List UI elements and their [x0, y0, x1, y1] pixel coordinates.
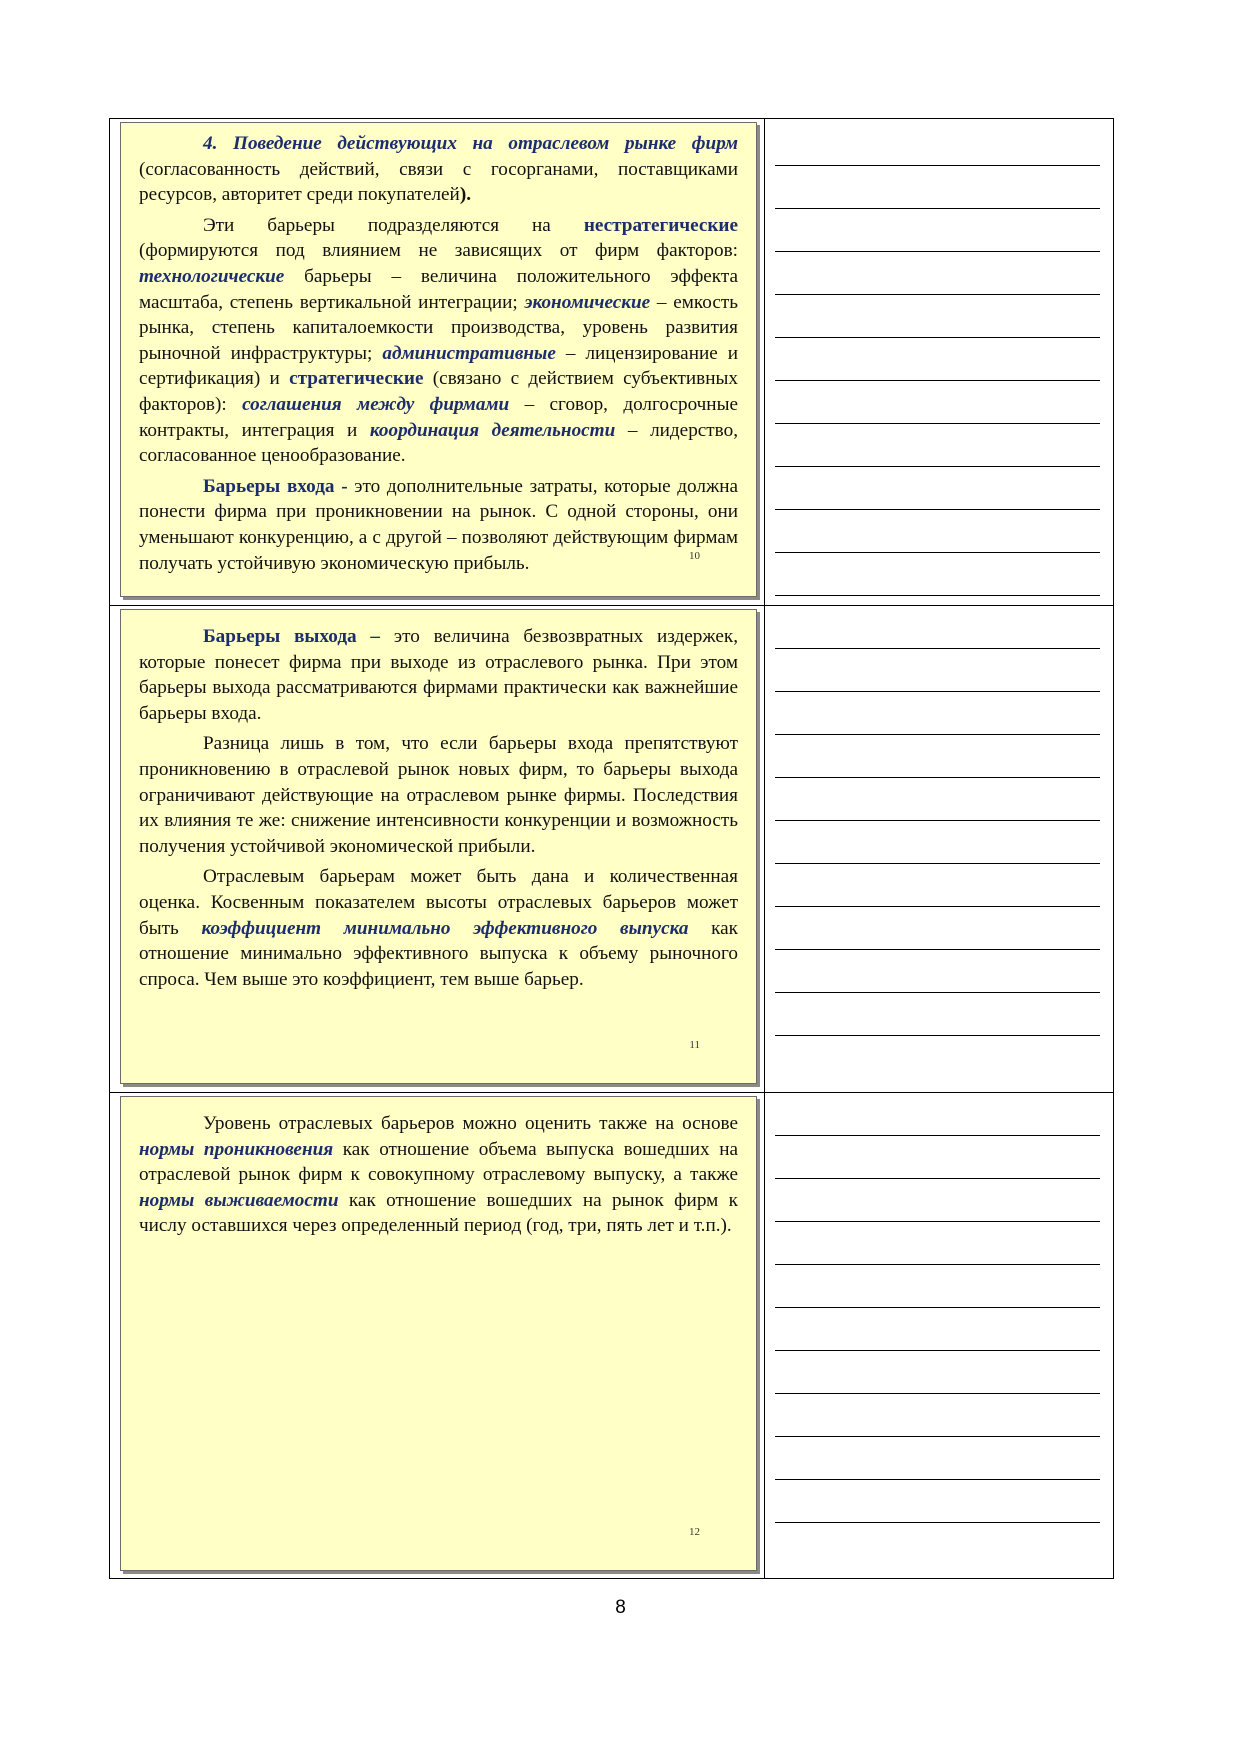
slide-heading: 4. Поведение действующих на отраслевом рынке фирм [203, 133, 738, 154]
notes-lines [775, 606, 1100, 1092]
page-number: 8 [615, 1597, 626, 1618]
slide-number: 10 [689, 550, 700, 563]
note-line [775, 595, 1100, 596]
note-line [775, 777, 1100, 778]
slide-11-paragraph-2: Разница лишь в том, что если барьеры входа препятствуют проникновению в отраслевой рынок новых фирм, то барьеры выхода ограничивают действующие на отраслевом рынке фирмы. Последствия их влияния те же: снижение интенсивности конкуренции и возможность получения устойчивой экономической прибыли. [139, 733, 738, 857]
slide-row-3 [110, 1093, 1113, 1578]
note-line [775, 1350, 1100, 1351]
notes-lines [775, 1093, 1100, 1578]
slide-12 [120, 1096, 757, 1571]
term-survival-rate: нормы выживаемости [139, 1189, 339, 1211]
note-line [775, 1264, 1100, 1265]
slide-10 [120, 122, 757, 597]
note-line [775, 820, 1100, 821]
note-line [775, 552, 1100, 553]
term-entry-barriers: Барьеры входа - [203, 475, 348, 497]
note-line [775, 337, 1100, 338]
term-technological: технологические [139, 265, 285, 287]
note-line [775, 1522, 1100, 1523]
term-exit-barriers: Барьеры выхода – [203, 626, 381, 647]
note-line [775, 1035, 1100, 1036]
slide-10-paragraph-3: Барьеры входа - это дополнительные затраты, которые должна понести фирма при проникновении на рынок. С одной стороны, они уменьшают конкуренцию, а с другой – позволяют действующим фирмам получать устойчивую экономическую прибыль. [139, 475, 738, 574]
slide-11 [120, 609, 757, 1084]
note-line [775, 1436, 1100, 1437]
term-administrative: административные [382, 342, 556, 364]
notes-lines [775, 119, 1100, 605]
note-line [775, 165, 1100, 166]
term-nonstrategic: нестратегические [583, 214, 738, 236]
note-line [775, 949, 1100, 950]
column-divider [764, 1093, 765, 1578]
note-line [775, 208, 1100, 209]
slide-10-paragraph-2: Эти барьеры подразделяются на нестратегические (формируются под влиянием не зависящих от фирм факторов: технологические барьеры – величина положительного эффекта масштаба, степень вертикальной интеграции; экономические – емкость рынка, степень капиталоемкости производства, уровень развития рыночной инфраструктуры; административные – лицензирование и сертификация) и стратегические (связано с действием субъективных факторов): соглашения между фирмами – сговор, долгосрочные контракты, интеграция и координация деятельности – лидерство, согласованное ценообразование. [139, 214, 739, 467]
note-line [775, 992, 1100, 993]
note-line [775, 1178, 1100, 1179]
term-coordination: координация деятельности [369, 419, 616, 441]
slide-row-1 [110, 119, 1113, 606]
slide-number: 12 [689, 1526, 700, 1539]
column-divider [764, 119, 765, 605]
note-line [775, 1393, 1100, 1394]
note-line [775, 251, 1100, 252]
note-line [775, 691, 1100, 692]
slide-number: 11 [689, 1039, 700, 1052]
note-line [775, 294, 1100, 295]
note-line [775, 466, 1100, 467]
term-economic: экономические [524, 291, 651, 313]
term-strategic: стратегические [289, 368, 424, 390]
note-line [775, 1135, 1100, 1136]
note-line [775, 1307, 1100, 1308]
slide-11-paragraph-3: Отраслевым барьерам может быть дана и количественная оценка. Косвенным показателем высоты отраслевых барьеров может быть коэффициент минимально эффективного выпуска как отношение минимально эффективного выпуска к объему рыночного спроса. Чем выше это коэффициент, тем выше барьер. [139, 866, 738, 990]
note-line [775, 863, 1100, 864]
term-agreements: соглашения между фирмами [242, 393, 510, 415]
slide-12-paragraph-1: Уровень отраслевых барьеров можно оценить также на основе нормы проникновения как отношение объема выпуска вошедших на отраслевой рынок фирм к совокупному отраслевому выпуску, а также нормы выживаемости как отношение вошедших на рынок фирм к числу оставшихся через определенный период (год, три, пять лет и т.п.). [139, 1113, 738, 1237]
note-line [775, 423, 1100, 424]
column-divider [764, 606, 765, 1092]
slide-11-paragraph-1: Барьеры выхода – это величина безвозвратных издержек, которые понесет фирма при выходе из отраслевого рынка. При этом барьеры выхода рассматриваются фирмами практически как важнейшие барьеры входа. [139, 626, 738, 724]
note-line [775, 648, 1100, 649]
note-line [775, 1221, 1100, 1222]
term-mes-coefficient: коэффициент минимально эффективного выпуска [201, 917, 689, 939]
note-line [775, 509, 1100, 510]
slide-10-paragraph-1: 4. Поведение действующих на отраслевом рынке фирм (согласованность действий, связи с госорганами, поставщиками ресурсов, авторитет среди покупателей). [139, 133, 738, 206]
term-penetration-rate: нормы проникновения [139, 1138, 334, 1160]
note-line [775, 380, 1100, 381]
note-line [775, 1479, 1100, 1480]
slides-table [109, 118, 1114, 1579]
slide-row-2 [110, 606, 1113, 1093]
note-line [775, 734, 1100, 735]
note-line [775, 906, 1100, 907]
